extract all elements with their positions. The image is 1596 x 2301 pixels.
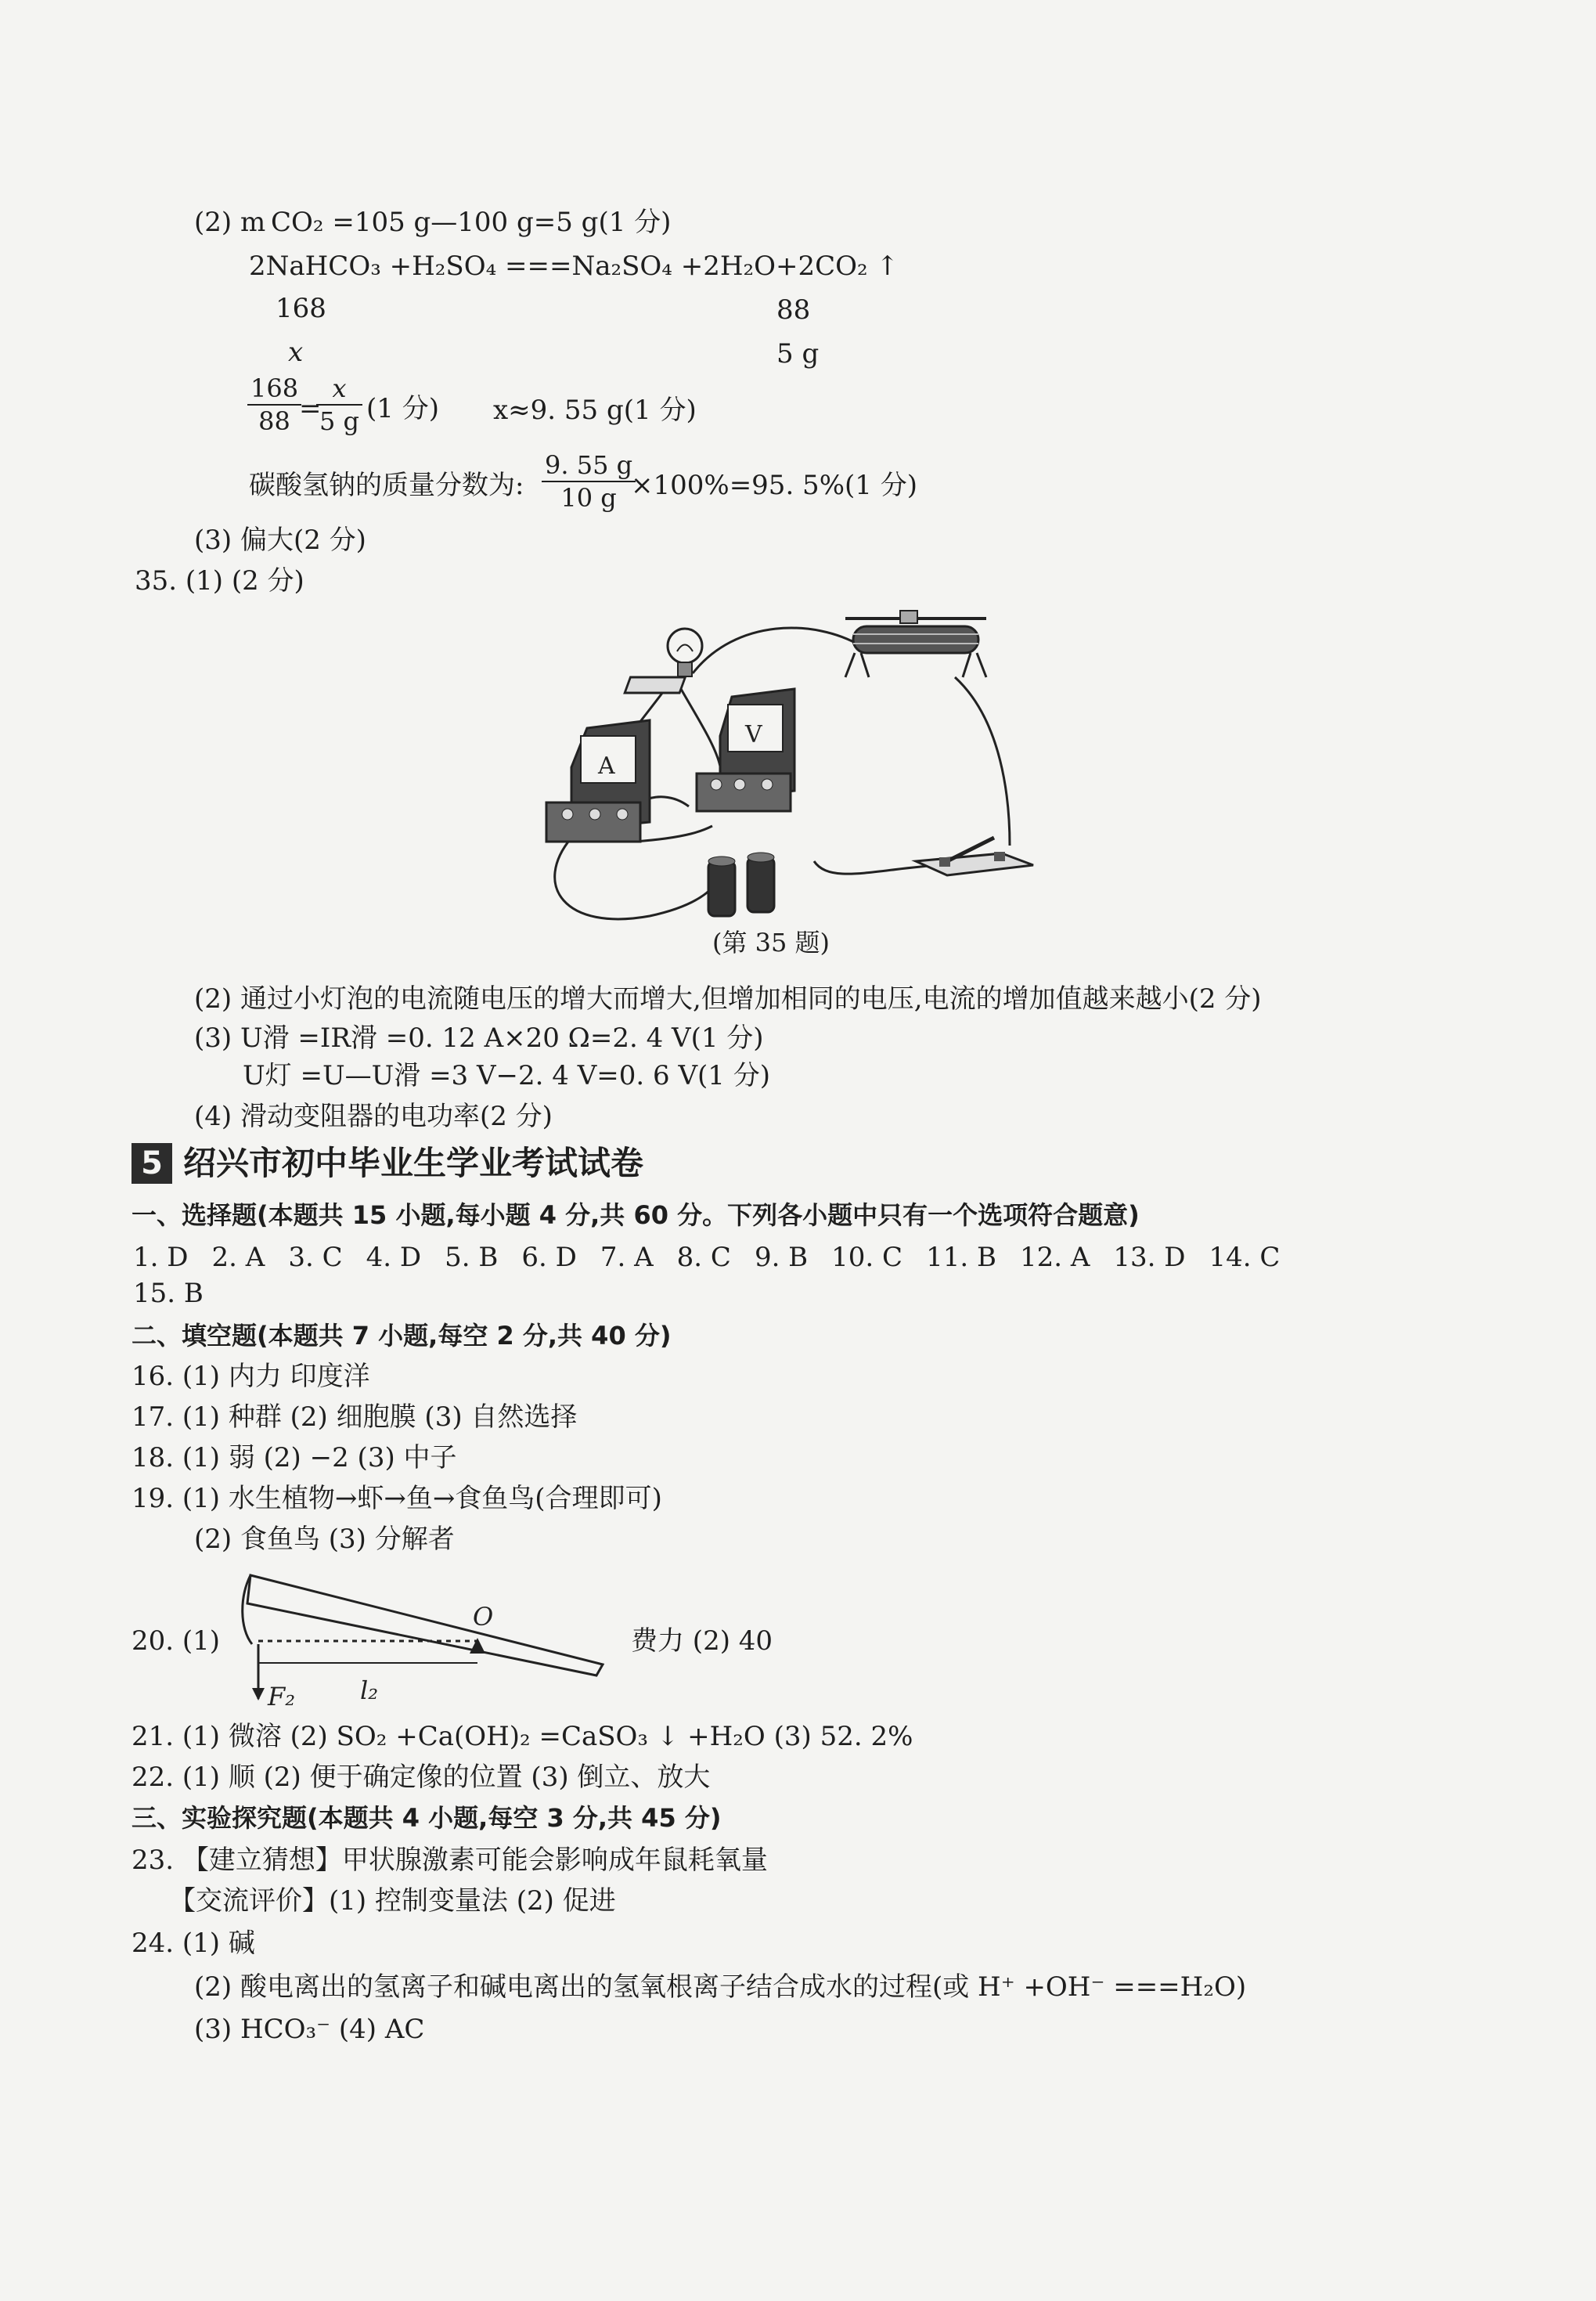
q21: 21. (1) 微溶 (2) SO₂ +Ca(OH)₂ =CaSO₃ ↓ +H₂O (3) 52. 2% [131, 1721, 913, 1752]
q19-part2: (2) 食鱼鸟 (3) 分解者 [194, 1524, 455, 1555]
part1-heading: 一、选择题(本题共 15 小题,每小题 4 分,共 60 分。下列各小题中只有一个选项符合题意) [131, 1200, 1140, 1230]
q34-mass-fraction-result: ×100%=95. 5%(1 分) [631, 470, 917, 501]
voltmeter-icon [697, 689, 794, 811]
battery-icon [708, 853, 774, 916]
q35-part1: 35. (1) (2 分) [135, 565, 304, 597]
q24-part1: 24. (1) 碱 [131, 1928, 255, 1959]
fraction-numerator: x [316, 373, 362, 406]
part3-heading: 三、实验探究题(本题共 4 小题,每空 3 分,共 45 分) [131, 1803, 722, 1833]
section-title: 绍兴市初中毕业生学业考试试卷 [183, 1144, 644, 1182]
wire-ammeter-battery [555, 838, 728, 919]
lever-handle [243, 1575, 252, 1644]
ammeter-label: A [598, 752, 615, 780]
ammeter-icon [546, 720, 650, 842]
choice-answer: 5. B [445, 1242, 499, 1273]
q34-x-result: x≈9. 55 g(1 分) [493, 395, 697, 426]
choice-answer: 12. A [1019, 1242, 1090, 1273]
q23-hypothesis: 23. 【建立猜想】甲状腺激素可能会影响成年鼠耗氧量 [131, 1845, 768, 1876]
wire-ammeter-voltmeter [634, 826, 712, 842]
q24-part2: (2) 酸电离出的氢离子和碱电离出的氢氧根离子结合成水的过程(或 H⁺ +OH⁻ ===H₂O) [194, 1971, 1247, 2003]
rheostat-icon [845, 611, 986, 677]
q18: 18. (1) 弱 (2) −2 (3) 中子 [131, 1442, 457, 1473]
q35-part3b: U灯 =U—U滑 =3 V−2. 4 V=0. 6 V(1 分) [243, 1060, 770, 1091]
section-number-badge: 5 [131, 1143, 172, 1184]
fraction-denominator: 5 g [319, 406, 360, 436]
q17: 17. (1) 种群 (2) 细胞膜 (3) 自然选择 [131, 1401, 578, 1433]
fraction-denominator: 88 [258, 406, 290, 436]
choice-answer: 6. D [521, 1242, 577, 1273]
choice-answer: 4. D [366, 1242, 422, 1273]
equals-sign: = [299, 393, 322, 424]
choice-answer: 11. B [926, 1242, 996, 1273]
wire-lamp-rheostat [693, 628, 861, 673]
circuit-diagram [532, 603, 1065, 932]
arm-label: l₂ [360, 1675, 379, 1705]
choice-answer: 3. C [288, 1242, 343, 1273]
choice-answer: 13. D [1113, 1242, 1186, 1273]
wire-rheostat-switch [955, 677, 1010, 846]
q35-part3a: (3) U滑 =IR滑 =0. 12 A×20 Ω=2. 4 V(1 分) [194, 1022, 764, 1054]
q34-equation: 2NaHCO₃ +H₂SO₄ ===Na₂SO₄ +2H₂O+2CO₂ ↑ [249, 251, 899, 282]
q19-part1: 19. (1) 水生植物→虾→鱼→食鱼鸟(合理即可) [131, 1483, 662, 1514]
fulcrum-label: O [473, 1602, 494, 1632]
q24-part3: (3) HCO₃⁻ (4) AC [194, 2014, 425, 2045]
q20-suffix: 费力 (2) 40 [631, 1625, 773, 1657]
choice-answer-15: 15. B [133, 1278, 204, 1309]
force-arrow-head [252, 1688, 265, 1701]
choice-answer: 2. A [211, 1242, 265, 1273]
q34-ratio-168: 168 [276, 293, 326, 324]
choice-answer: 1. D [133, 1242, 189, 1273]
q20-prefix: 20. (1) [131, 1625, 221, 1657]
fulcrum-icon [470, 1638, 485, 1654]
q34-part3: (3) 偏大(2 分) [194, 525, 366, 556]
q34-mass-fraction-label: 碳酸氢钠的质量分数为: [249, 470, 524, 501]
q35-part2: (2) 通过小灯泡的电流随电压的增大而增大,但增加相同的电压,电流的增加值越来越小(2 分) [194, 983, 1262, 1015]
choice-answer: 14. C [1209, 1242, 1281, 1273]
fraction-denominator: 10 g [560, 483, 617, 513]
q34-ratio-x: x [288, 337, 304, 368]
part2-heading: 二、填空题(本题共 7 小题,每空 2 分,共 40 分) [131, 1321, 672, 1351]
lever-bar [247, 1575, 603, 1675]
figure-caption: (第 35 题) [712, 928, 830, 958]
switch-icon [916, 838, 1033, 875]
q34-mass-line: (2) m CO₂ =105 g—100 g=5 g(1 分) [194, 207, 672, 238]
q34-ratio-88: 88 [776, 294, 811, 326]
q35-part4: (4) 滑动变阻器的电功率(2 分) [194, 1101, 553, 1132]
q16: 16. (1) 内力 印度洋 [131, 1361, 370, 1392]
q34-mass-fraction [542, 449, 636, 514]
q34-fraction-x-5g [316, 373, 362, 437]
fraction-numerator: 9. 55 g [542, 449, 636, 482]
q34-ratio-5g: 5 g [776, 338, 820, 370]
q23-evaluation: 【交流评价】(1) 控制变量法 (2) 促进 [169, 1885, 616, 1917]
q34-score-tail: (1 分) [366, 393, 439, 424]
q34-fraction-168-88 [247, 373, 301, 437]
lever-diagram [235, 1566, 611, 1715]
choice-answer: 9. B [754, 1242, 809, 1273]
lamp-icon [625, 629, 702, 693]
choice-answers [133, 1240, 1280, 1275]
choice-answer: 7. A [600, 1242, 654, 1273]
choice-answer: 10. C [831, 1242, 903, 1273]
fraction-numerator: 168 [247, 373, 301, 406]
voltmeter-label: V [745, 721, 762, 748]
force-label: F₂ [268, 1682, 296, 1711]
q22: 22. (1) 顺 (2) 便于确定像的位置 (3) 倒立、放大 [131, 1762, 711, 1793]
choice-answer: 8. C [676, 1242, 731, 1273]
